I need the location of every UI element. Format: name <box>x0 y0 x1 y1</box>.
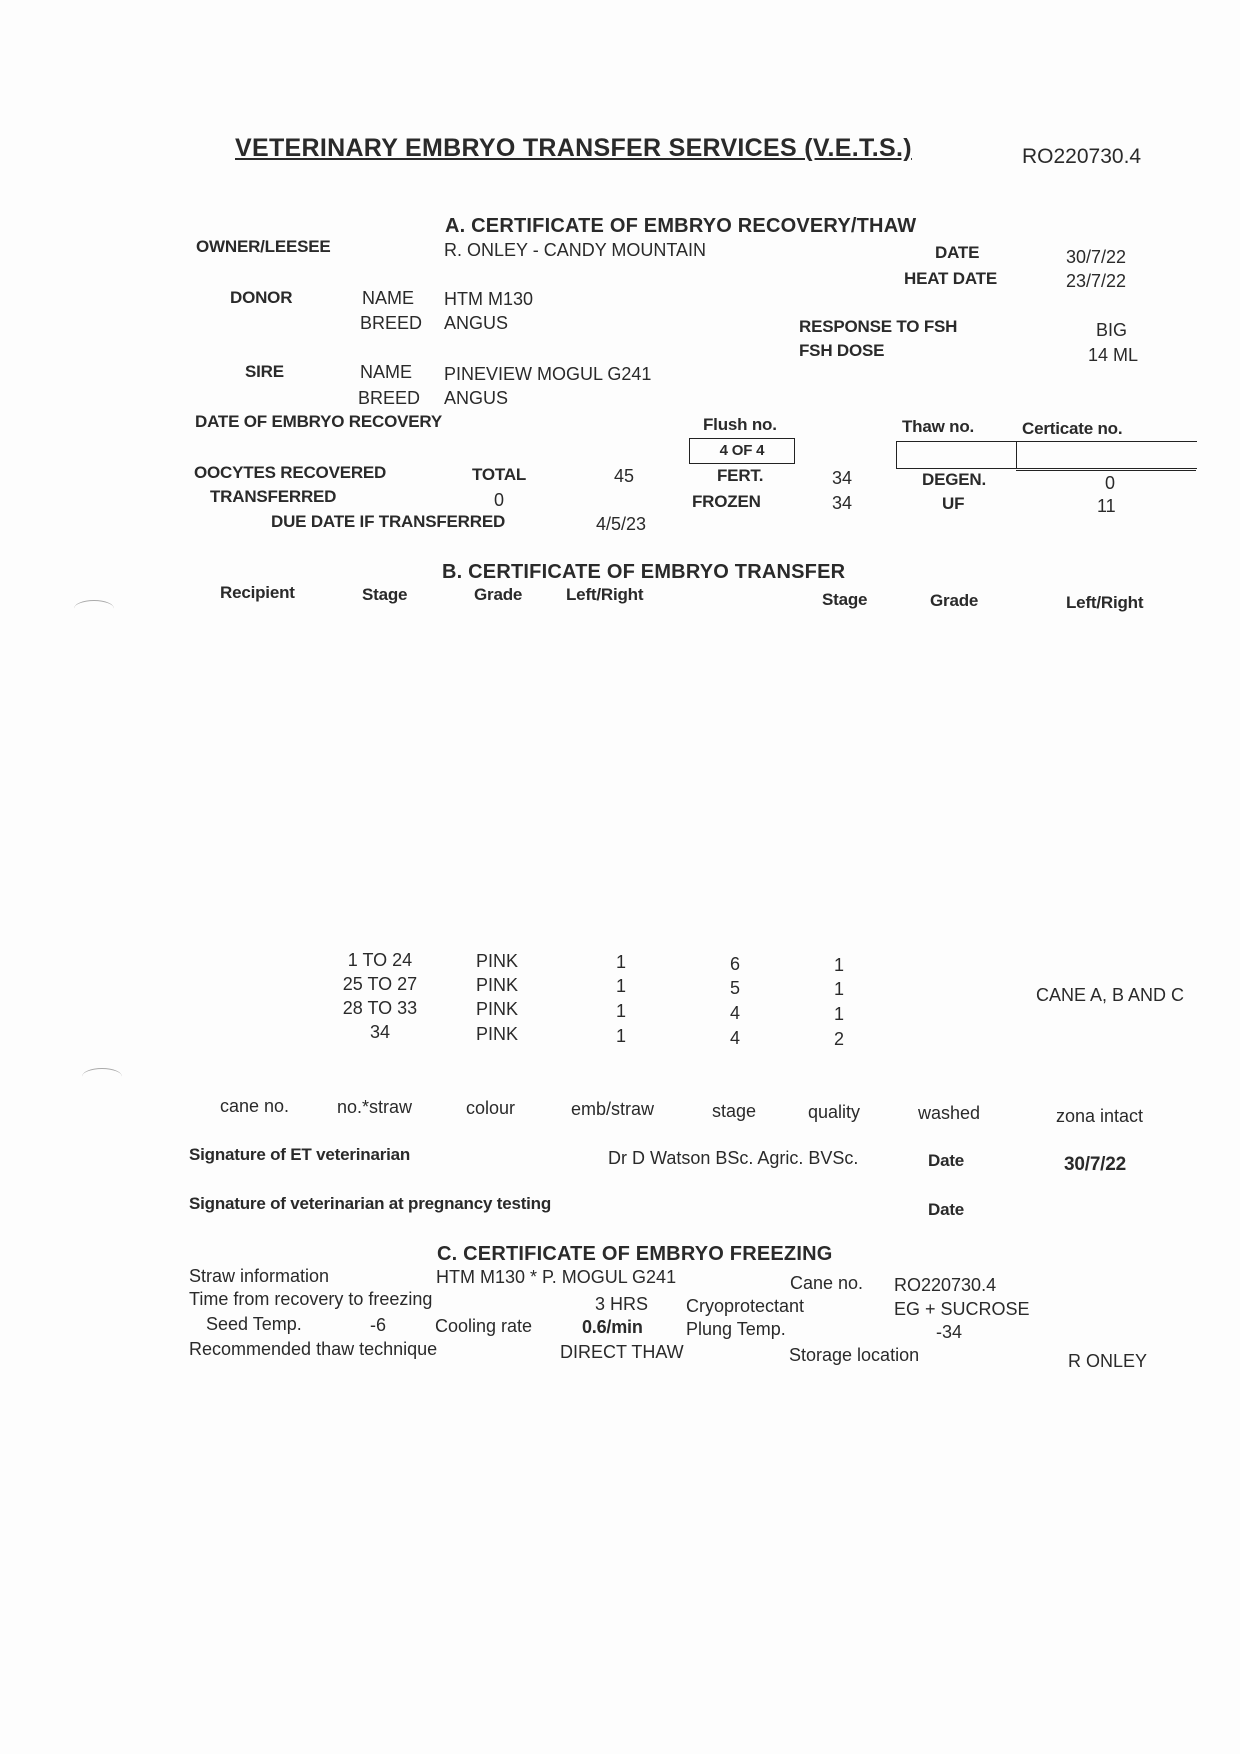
sire-name-value: PINEVIEW MOGUL G241 <box>444 364 652 384</box>
total-value: 45 <box>614 466 635 486</box>
straw-column: quality <box>808 1102 861 1122</box>
table-cell: 1 <box>834 979 845 999</box>
signature-pregnancy-date-label: Date <box>928 1200 965 1219</box>
donor-label: DONOR <box>230 288 293 307</box>
straw-column: no.*straw <box>337 1097 413 1117</box>
table-cell: 1 TO 24 <box>347 950 413 970</box>
uf-value: 11 <box>1097 496 1116 516</box>
column-header: Recipient <box>220 583 295 602</box>
table-cell: 1 <box>834 955 845 975</box>
table-cell: 4 <box>730 1028 741 1048</box>
certificate-line <box>1016 470 1196 471</box>
thaw-technique-value: DIRECT THAW <box>560 1342 684 1362</box>
heat-date-value: 23/7/22 <box>1066 271 1127 291</box>
section-c-heading: C. CERTIFICATE OF EMBRYO FREEZING <box>437 1243 833 1265</box>
table-cell: 25 TO 27 <box>342 974 418 994</box>
flush-number-value: 4 OF 4 <box>719 442 765 459</box>
table-cell: 1 <box>834 1004 845 1024</box>
scan-mark <box>82 1068 122 1085</box>
donor-breed-value: ANGUS <box>444 313 509 333</box>
storage-location-value: R ONLEY <box>1068 1351 1148 1371</box>
cane-value: RO220730.4 <box>894 1275 997 1295</box>
time-to-freezing-label: Time from recovery to freezing <box>189 1289 433 1309</box>
table-cell: PINK <box>476 1024 519 1044</box>
sire-label: SIRE <box>245 362 284 381</box>
sire-name-label: NAME <box>360 362 413 382</box>
seed-temp-label: Seed Temp. <box>206 1314 302 1334</box>
signature-et-date-label: Date <box>928 1151 965 1170</box>
section-b-heading: B. CERTIFICATE OF EMBRYO TRANSFER <box>442 561 846 583</box>
table-cell: 4 <box>730 1003 741 1023</box>
response-value: BIG <box>1096 320 1128 340</box>
frozen-label: FROZEN <box>692 492 761 511</box>
reference-number: RO220730.4 <box>1022 145 1142 168</box>
cooling-rate-value: 0.6/min <box>582 1317 643 1337</box>
fert-label: FERT. <box>717 466 764 485</box>
sire-breed-value: ANGUS <box>444 388 509 408</box>
cryoprotectant-label: Cryoprotectant <box>686 1296 805 1316</box>
owner-label: OWNER/LEESEE <box>196 237 331 256</box>
due-date-value: 4/5/23 <box>596 514 647 534</box>
column-header: Left/Right <box>566 585 644 604</box>
plung-temp-value: -34 <box>936 1322 963 1342</box>
due-date-label: DUE DATE IF TRANSFERRED <box>271 512 506 531</box>
storage-location-label: Storage location <box>789 1345 920 1365</box>
thaw-label: Thaw no. <box>902 417 975 436</box>
date-label: DATE <box>935 243 980 262</box>
sire-breed-label: BREED <box>358 388 421 408</box>
thaw-number-box <box>896 441 1017 469</box>
column-header: Grade <box>474 585 523 604</box>
uf-label: UF <box>942 494 965 513</box>
plung-temp-label: Plung Temp. <box>686 1319 786 1339</box>
straw-column: zona intact <box>1056 1106 1144 1126</box>
oocytes-label: OOCYTES RECOVERED <box>194 463 387 482</box>
table-cell: 6 <box>730 954 741 974</box>
column-header: Grade <box>930 591 979 610</box>
signature-et-label: Signature of ET veterinarian <box>189 1145 411 1164</box>
table-cell: PINK <box>476 951 519 971</box>
table-cell: 1 <box>616 976 627 996</box>
table-cell: 28 TO 33 <box>342 998 418 1018</box>
straw-column: cane no. <box>220 1096 290 1116</box>
owner-value: R. ONLEY - CANDY MOUNTAIN <box>444 240 707 260</box>
straw-column: emb/straw <box>571 1099 655 1119</box>
table-cell: PINK <box>476 975 519 995</box>
signature-et-date-value: 30/7/22 <box>1064 1154 1126 1175</box>
fsh-dose-value: 14 ML <box>1088 345 1139 365</box>
donor-name-label: NAME <box>362 288 415 308</box>
straw-info-label: Straw information <box>189 1266 330 1286</box>
fert-value: 34 <box>832 468 853 488</box>
recovery-date-label: DATE OF EMBRYO RECOVERY <box>195 412 442 431</box>
table-cell: 1 <box>616 1001 627 1021</box>
table-cell: 1 <box>616 1026 627 1046</box>
certificate-number-box <box>1016 441 1197 469</box>
certificate-label: Certicate no. <box>1022 419 1123 438</box>
thaw-technique-label: Recommended thaw technique <box>189 1339 438 1359</box>
time-to-freezing-value: 3 HRS <box>595 1294 649 1314</box>
section-a-heading: A. CERTIFICATE OF EMBRYO RECOVERY/THAW <box>445 215 917 237</box>
column-header: Stage <box>822 590 868 609</box>
column-header: Stage <box>362 585 408 604</box>
donor-name-value: HTM M130 <box>444 289 534 309</box>
table-cell: 2 <box>834 1029 845 1049</box>
fsh-dose-label: FSH DOSE <box>799 341 885 360</box>
total-label: TOTAL <box>472 465 527 484</box>
response-label: RESPONSE TO FSH <box>799 317 958 336</box>
frozen-value: 34 <box>832 493 853 513</box>
table-cell: 34 <box>369 1022 391 1042</box>
scan-mark <box>74 600 114 617</box>
straw-column: washed <box>918 1103 981 1123</box>
straw-column: colour <box>466 1098 516 1118</box>
degen-value: 0 <box>1105 473 1116 493</box>
straw-info-value: HTM M130 * P. MOGUL G241 <box>436 1267 677 1287</box>
transferred-label: TRANSFERRED <box>210 487 337 506</box>
degen-label: DEGEN. <box>922 470 986 489</box>
document-title: VETERINARY EMBRYO TRANSFER SERVICES (V.E.T.S.) <box>235 134 912 162</box>
heat-date-label: HEAT DATE <box>904 269 997 288</box>
table-cell: PINK <box>476 999 519 1019</box>
date-value: 30/7/22 <box>1066 247 1127 267</box>
column-header: Left/Right <box>1066 593 1144 612</box>
storage-note: CANE A, B AND C <box>1036 985 1185 1005</box>
cane-label: Cane no. <box>790 1273 864 1293</box>
transferred-value: 0 <box>494 490 505 510</box>
donor-breed-label: BREED <box>360 313 423 333</box>
seed-temp-value: -6 <box>370 1315 387 1335</box>
cryoprotectant-value: EG + SUCROSE <box>894 1299 1030 1319</box>
flush-label: Flush no. <box>703 415 777 434</box>
signature-et-value: Dr D Watson BSc. Agric. BVSc. <box>608 1148 859 1168</box>
cooling-rate-label: Cooling rate <box>435 1316 533 1336</box>
table-cell: 5 <box>730 978 741 998</box>
straw-column: stage <box>712 1101 757 1121</box>
signature-pregnancy-label: Signature of veterinarian at pregnancy testing <box>189 1194 552 1213</box>
table-cell: 1 <box>616 952 627 972</box>
